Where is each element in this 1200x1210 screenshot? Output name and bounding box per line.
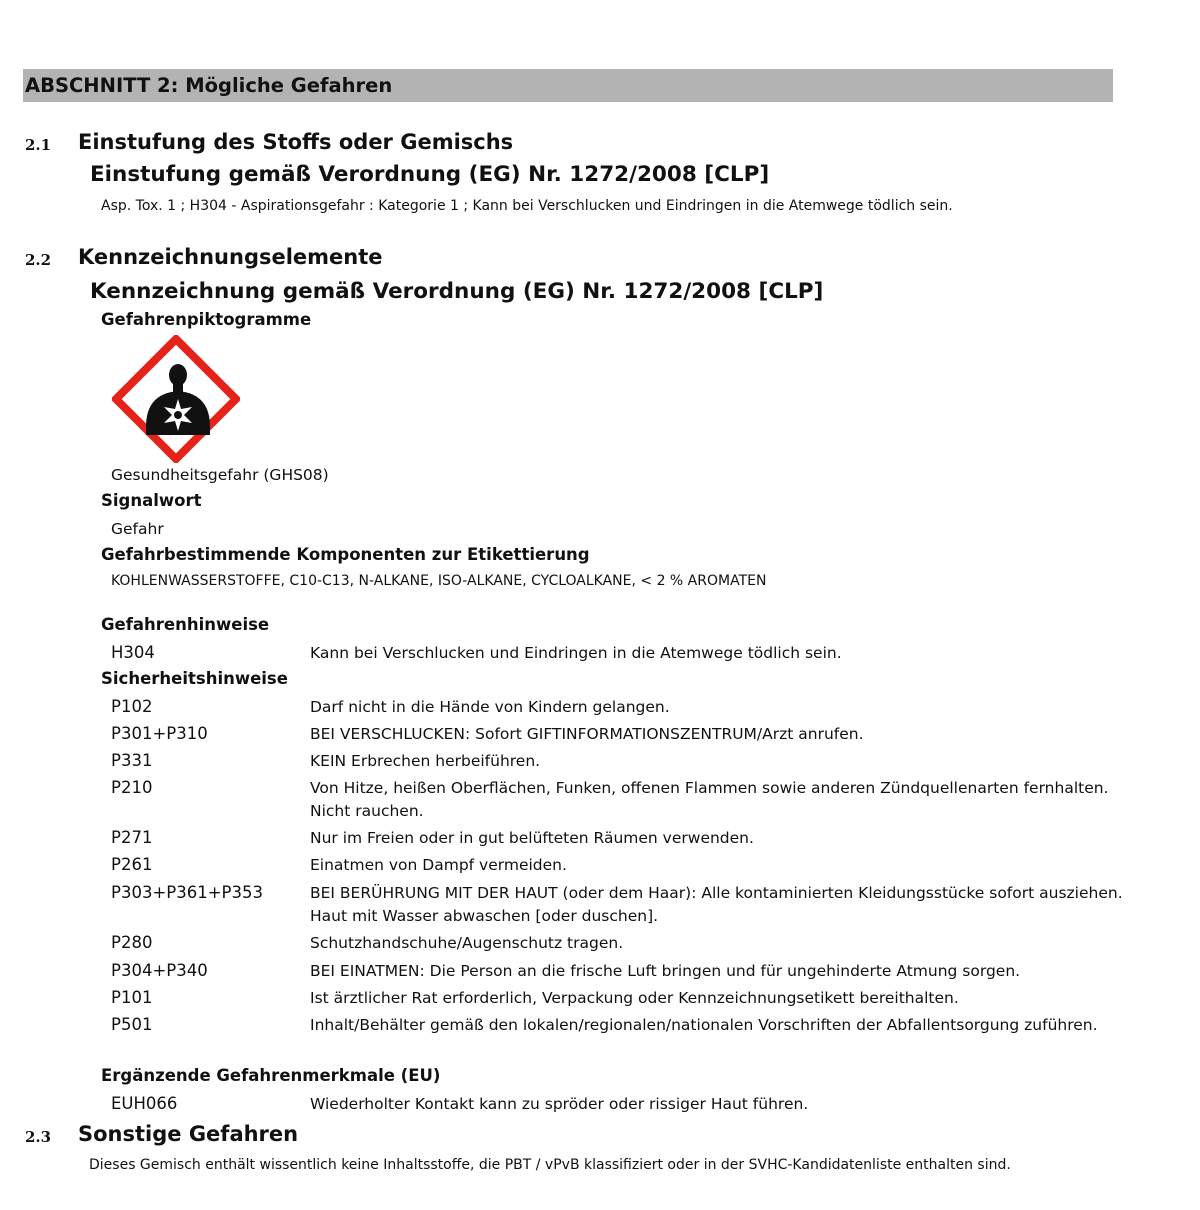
statement-code: P271 [111, 828, 153, 847]
section-title: ABSCHNITT 2: Mögliche Gefahren [25, 74, 393, 97]
statement-text: Darf nicht in die Hände von Kindern gelangen. [310, 698, 670, 716]
hazard-statements-heading: Gefahrenhinweise [101, 615, 270, 634]
statement-code: P261 [111, 855, 153, 874]
statement-text: Einatmen von Dampf vermeiden. [310, 856, 567, 874]
components-text: KOHLENWASSERSTOFFE, C10-C13, N-ALKANE, ISO-ALKANE, CYCLOALKANE, < 2 % AROMATEN [111, 573, 767, 589]
statement-code: P280 [111, 933, 153, 952]
statement-code: P304+P340 [111, 961, 208, 980]
statement-text: Von Hitze, heißen Oberflächen, Funken, offenen Flammen sowie anderen Zündquellenarten fernhalten. Nicht rauchen. [310, 779, 1109, 820]
statement-code: EUH066 [111, 1094, 178, 1113]
classification-text: Asp. Tox. 1 ; H304 - Aspirationsgefahr : Kategorie 1 ; Kann bei Verschlucken und Eindringen in die Atemwege tödlich sein. [101, 198, 953, 214]
signal-word: Gefahr [111, 520, 164, 538]
heading-einstufung: Einstufung des Stoffs oder Gemischs [78, 130, 514, 154]
section-number-2-3: 2.3 [25, 1128, 52, 1146]
heading-sonstige-gefahren: Sonstige Gefahren [78, 1122, 299, 1146]
ghs08-health-hazard-icon [112, 335, 240, 467]
subheading-einstufung-clp: Einstufung gemäß Verordnung (EG) Nr. 1272/2008 [CLP] [90, 162, 770, 187]
statement-text: BEI EINATMEN: Die Person an die frische Luft bringen und für ungehinderte Atmung sorgen. [310, 962, 1021, 980]
pictogram-heading: Gefahrenpiktogramme [101, 310, 312, 329]
statement-text: Nur im Freien oder in gut belüfteten Räumen verwenden. [310, 829, 754, 847]
section-number-2-1: 2.1 [25, 136, 52, 154]
other-hazards-text: Dieses Gemisch enthält wissentlich keine Inhaltsstoffe, die PBT / vPvB klassifiziert oder in der SVHC-Kandidatenliste enthalten sind. [89, 1157, 1011, 1173]
statement-code: P331 [111, 751, 153, 770]
statement-text: Inhalt/Behälter gemäß den lokalen/regionalen/nationalen Vorschriften der Abfallentsorgung zuführen. [310, 1016, 1098, 1034]
statement-code: P102 [111, 697, 153, 716]
precautionary-statements-heading: Sicherheitshinweise [101, 669, 288, 688]
statement-code: P210 [111, 778, 153, 797]
section-number-2-2: 2.2 [25, 251, 52, 269]
statement-code: P301+P310 [111, 724, 208, 743]
statement-text: Schutzhandschuhe/Augenschutz tragen. [310, 934, 624, 952]
statement-code: P501 [111, 1015, 153, 1034]
statement-text: Kann bei Verschlucken und Eindringen in die Atemwege tödlich sein. [310, 644, 842, 662]
components-heading: Gefahrbestimmende Komponenten zur Etikettierung [101, 545, 590, 564]
statement-text: BEI BERÜHRUNG MIT DER HAUT (oder dem Haar): Alle kontaminierten Kleidungsstücke sofort ausziehen. Haut mit Wasser abwaschen [oder duschen]. [310, 884, 1123, 925]
pictogram-caption: Gesundheitsgefahr (GHS08) [111, 466, 329, 484]
statement-text: KEIN Erbrechen herbeiführen. [310, 752, 541, 770]
statement-text: Wiederholter Kontakt kann zu spröder oder rissiger Haut führen. [310, 1095, 809, 1113]
statement-code: H304 [111, 643, 155, 662]
supplemental-heading: Ergänzende Gefahrenmerkmale (EU) [101, 1066, 441, 1085]
statement-text: Ist ärztlicher Rat erforderlich, Verpackung oder Kennzeichnungsetikett bereithalten. [310, 989, 959, 1007]
statement-code: P101 [111, 988, 153, 1007]
statement-text: BEI VERSCHLUCKEN: Sofort GIFTINFORMATIONSZENTRUM/Arzt anrufen. [310, 725, 864, 743]
heading-kennzeichnungselemente: Kennzeichnungselemente [78, 245, 383, 269]
signal-word-heading: Signalwort [101, 491, 202, 510]
subheading-kennzeichnung-clp: Kennzeichnung gemäß Verordnung (EG) Nr. 1272/2008 [CLP] [90, 279, 824, 304]
statement-code: P303+P361+P353 [111, 883, 263, 902]
